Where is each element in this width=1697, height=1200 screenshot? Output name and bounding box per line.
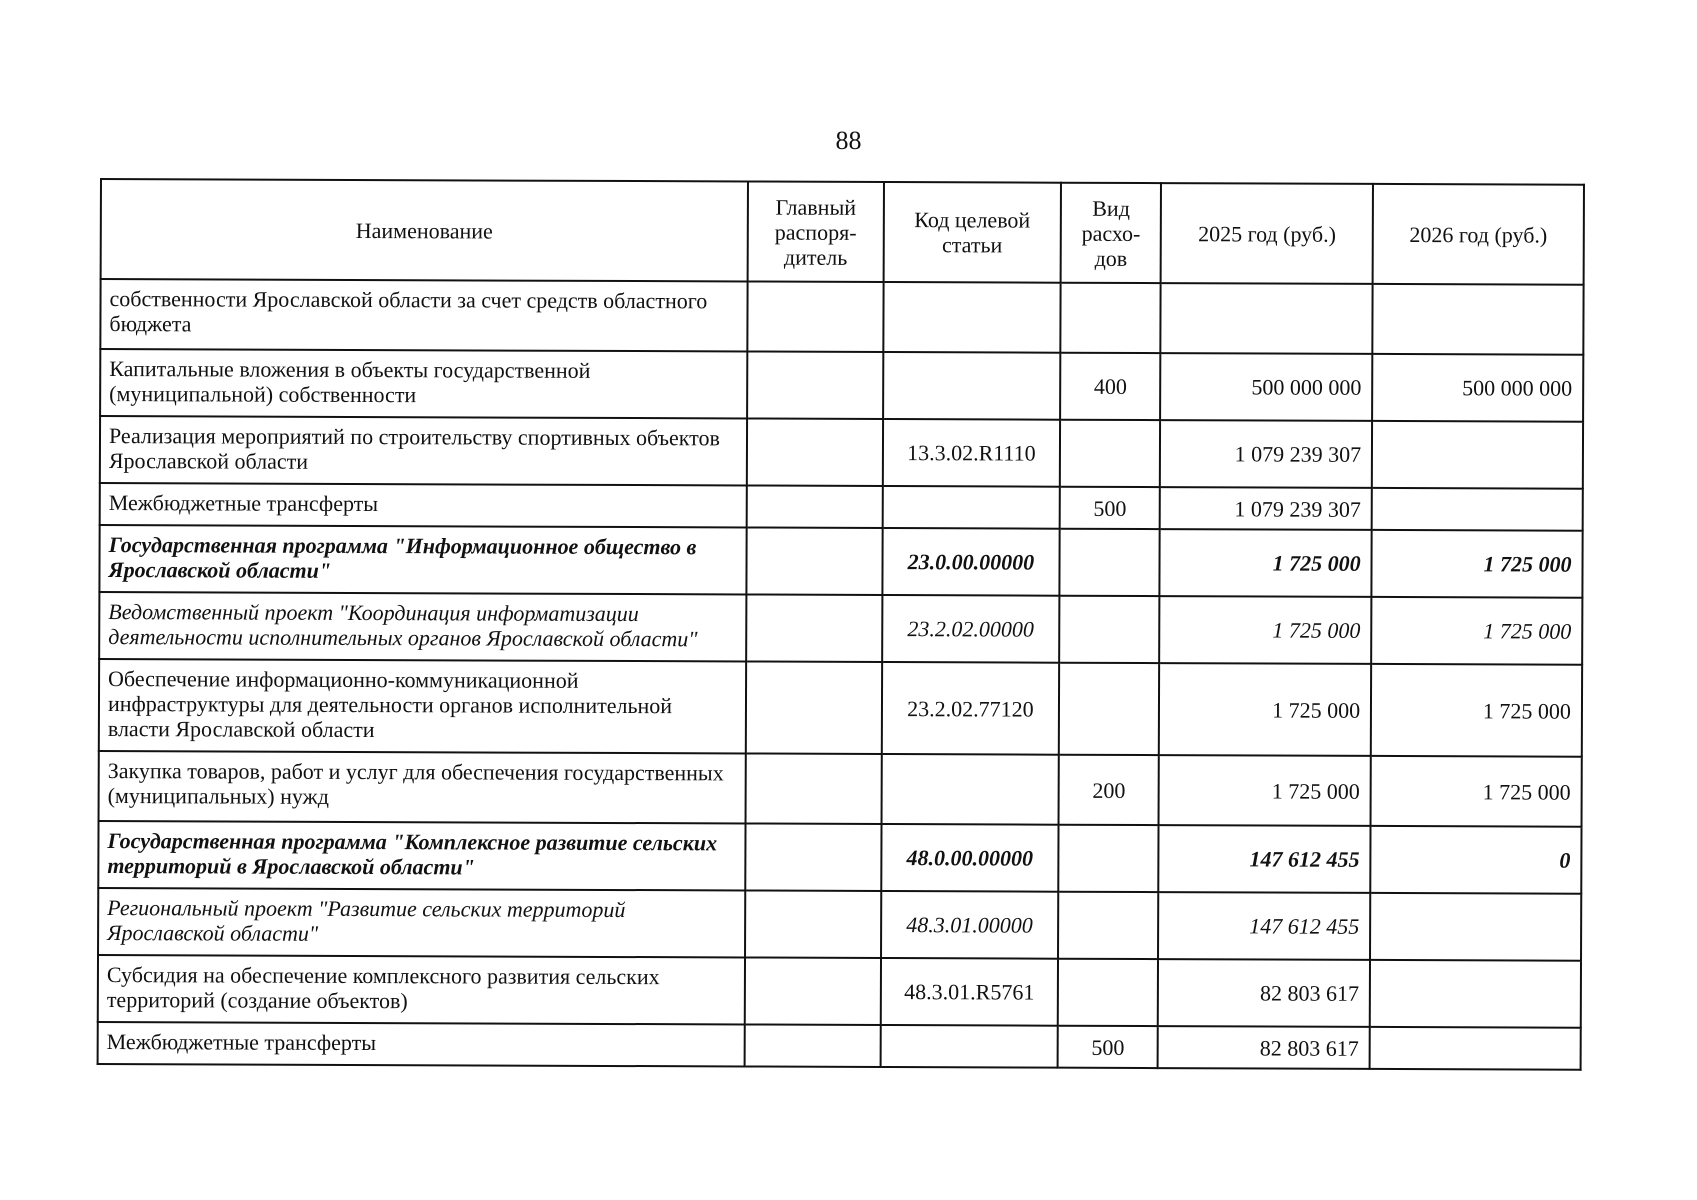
row-admin <box>746 753 882 824</box>
row-2025: 1 725 000 <box>1159 663 1371 756</box>
row-name: Государственная программа "Информационное общество в Ярославской области" <box>99 525 746 594</box>
row-2026 <box>1372 421 1583 489</box>
row-admin <box>745 1024 881 1067</box>
row-name: Ведомственный проект "Координация информатизации деятельности исполнительных органов Ярославской области" <box>99 592 746 661</box>
row-code: 48.3.01.R5761 <box>880 958 1058 1026</box>
row-name: Обеспечение информационно-коммуникационной инфраструктуры для деятельности органов исполнительной власти Ярославской области <box>99 659 746 753</box>
row-name: Межбюджетные трансферты <box>100 483 747 527</box>
header-2026: 2026 год (руб.) <box>1373 184 1584 285</box>
table-row-program <box>98 821 1581 894</box>
row-2025: 500 000 000 <box>1160 353 1372 421</box>
row-admin <box>746 661 882 754</box>
table-row-program <box>99 525 1582 598</box>
row-type <box>1058 825 1158 892</box>
row-code <box>883 352 1061 420</box>
row-2025: 1 725 000 <box>1159 596 1371 664</box>
table-row <box>98 955 1581 1028</box>
row-admin <box>747 485 883 528</box>
row-admin <box>747 281 883 352</box>
header-2025: 2025 год (руб.) <box>1161 183 1373 284</box>
row-type <box>1058 959 1158 1026</box>
row-code: 23.0.00.00000 <box>882 528 1060 596</box>
table-row <box>99 751 1582 827</box>
row-admin <box>745 890 881 958</box>
row-name: собственности Ярославской области за счет средств областного бюджета <box>100 279 747 351</box>
row-code: 23.2.02.77120 <box>882 662 1060 755</box>
row-2026: 1 725 000 <box>1371 756 1582 827</box>
row-2025: 82 803 617 <box>1158 1026 1370 1069</box>
row-admin <box>745 823 881 891</box>
table-row <box>99 659 1582 757</box>
row-code: 23.2.02.00000 <box>882 595 1060 663</box>
row-admin <box>747 418 883 486</box>
table-row <box>100 349 1583 422</box>
row-2026 <box>1370 1027 1581 1070</box>
row-code <box>882 486 1060 529</box>
row-2025: 1 725 000 <box>1160 529 1372 597</box>
page-number: 88 <box>835 126 862 155</box>
row-admin <box>746 594 882 662</box>
table-row <box>100 279 1583 355</box>
row-name: Капитальные вложения в объекты государственной (муниципальной) собственности <box>100 349 747 418</box>
table-row <box>98 1022 1581 1070</box>
row-2025: 1 079 239 307 <box>1160 487 1372 530</box>
row-code: 48.3.01.00000 <box>881 891 1059 959</box>
row-type <box>1060 283 1160 353</box>
row-type <box>1059 596 1159 663</box>
row-2025: 1 079 239 307 <box>1160 420 1372 488</box>
table-row <box>100 416 1583 489</box>
row-admin <box>747 351 883 419</box>
table-header-row <box>101 179 1584 285</box>
row-2025 <box>1161 283 1373 354</box>
table-row-project <box>98 888 1581 961</box>
row-code <box>883 282 1061 353</box>
row-name: Государственная программа "Комплексное развитие сельских территорий в Ярославской области" <box>98 821 745 890</box>
row-2026: 1 725 000 <box>1372 530 1583 598</box>
row-name: Межбюджетные трансферты <box>98 1022 745 1066</box>
row-name: Региональный проект "Развитие сельских территорий Ярославской области" <box>98 888 745 957</box>
row-2026 <box>1372 284 1583 355</box>
row-2025: 82 803 617 <box>1158 959 1370 1027</box>
row-admin <box>746 527 882 595</box>
row-name: Реализация мероприятий по строительству спортивных объектов Ярославской области <box>100 416 747 485</box>
row-admin <box>745 957 881 1025</box>
row-2026: 1 725 000 <box>1371 664 1582 757</box>
row-2026: 500 000 000 <box>1372 354 1583 422</box>
header-administrator: Главный распоря-дитель <box>748 181 884 282</box>
header-code: Код целевой статьи <box>883 182 1061 283</box>
header-expense-type: Вид расхо-дов <box>1061 183 1162 283</box>
row-type <box>1060 529 1160 596</box>
table-row-project <box>99 592 1582 665</box>
row-2025: 147 612 455 <box>1159 825 1371 893</box>
row-2026: 1 725 000 <box>1371 597 1582 665</box>
row-type: 500 <box>1058 1026 1158 1068</box>
row-code <box>880 1025 1058 1068</box>
row-name: Закупка товаров, работ и услуг для обеспечения государственных (муниципальных) нужд <box>99 751 746 823</box>
row-type <box>1059 663 1160 755</box>
header-name: Наименование <box>101 179 748 281</box>
row-2025: 1 725 000 <box>1159 755 1371 826</box>
row-2025: 147 612 455 <box>1158 892 1370 960</box>
row-2026: 0 <box>1370 826 1581 894</box>
row-2026 <box>1370 960 1581 1028</box>
row-code <box>881 754 1059 825</box>
row-2026 <box>1372 488 1583 531</box>
budget-table <box>97 178 1585 1071</box>
row-type <box>1060 420 1160 487</box>
table-row <box>100 483 1583 531</box>
row-code: 48.0.00.00000 <box>881 824 1059 892</box>
row-type <box>1058 892 1158 959</box>
row-type: 200 <box>1059 755 1159 825</box>
row-2026 <box>1370 893 1581 961</box>
row-name: Субсидия на обеспечение комплексного развития сельских территорий (создание объектов) <box>98 955 745 1024</box>
row-type: 500 <box>1060 487 1160 529</box>
row-type: 400 <box>1060 353 1160 420</box>
row-code: 13.3.02.R1110 <box>883 419 1061 487</box>
